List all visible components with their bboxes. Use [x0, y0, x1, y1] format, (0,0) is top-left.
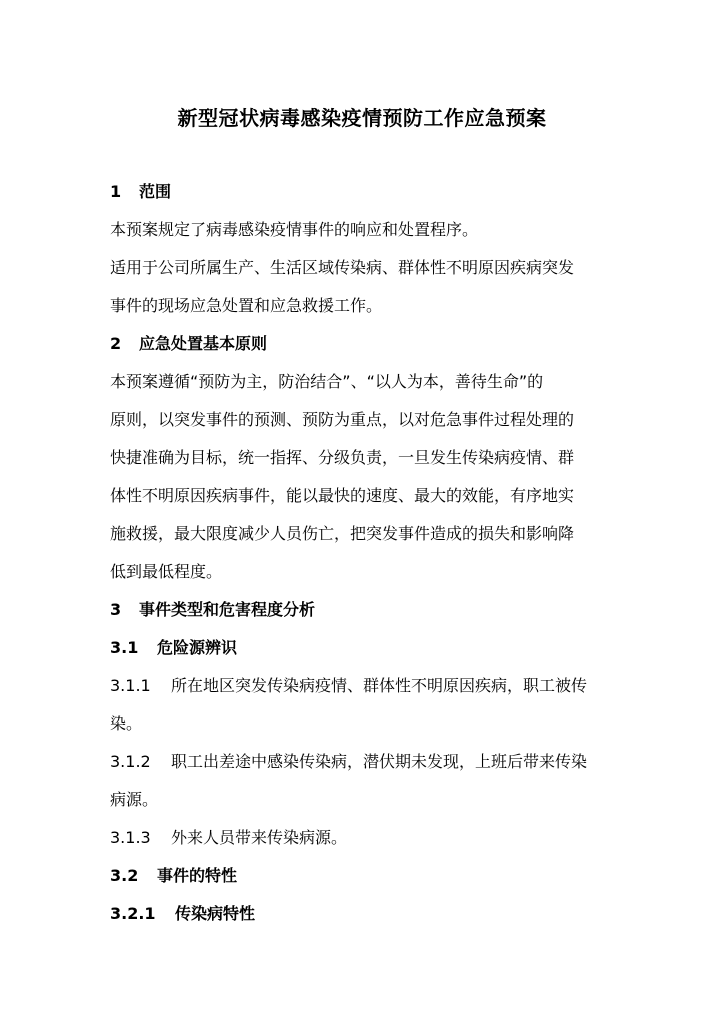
item-number: 3.1.1 — [110, 676, 151, 695]
paragraph-line: 本预案遵循“预防为主，防治结合”、“以人为本，善待生命”的 — [110, 372, 544, 391]
paragraph-line: 事件的现场应急处置和应急救援工作。 — [110, 296, 383, 315]
section-heading-3-1 — [110, 630, 630, 666]
section-heading-2 — [110, 326, 630, 362]
paragraph-line: 适用于公司所属生产、生活区域传染病、群体性不明原因疾病突发 — [110, 258, 575, 277]
section-heading-3-2 — [110, 858, 630, 894]
list-item-3-1-3 — [110, 820, 630, 856]
section-number: 3 — [110, 600, 122, 619]
section-title: 传染病特性 — [175, 904, 256, 923]
paragraph-line: 染。 — [110, 714, 143, 733]
paragraph-line: 本预案规定了病毒感染疫情事件的响应和处置程序。 — [110, 220, 479, 239]
section-title: 应急处置基本原则 — [139, 334, 268, 353]
section-number: 3.1 — [110, 638, 139, 657]
document-title: 新型冠状病毒感染疫情预防工作应急预案 — [177, 106, 547, 130]
item-text: 所在地区突发传染病疫情、群体性不明原因疾病，职工被传 — [171, 676, 588, 695]
paragraph-line: 体性不明原因疾病事件，能以最快的速度、最大的效能，有序地实 — [110, 486, 575, 505]
section-number: 2 — [110, 334, 122, 353]
section-title: 事件的特性 — [157, 866, 238, 885]
section-number: 3.2.1 — [110, 904, 156, 923]
paragraph-line: 病源。 — [110, 790, 159, 809]
section-number: 1 — [110, 182, 122, 201]
section-title: 事件类型和危害程度分析 — [139, 600, 316, 619]
section-heading-3-2-1 — [110, 896, 630, 932]
section-heading-3 — [110, 592, 630, 628]
item-text: 职工出差途中感染传染病，潜伏期未发现，上班后带来传染 — [171, 752, 588, 771]
section-heading-1 — [110, 174, 630, 210]
paragraph-line: 低到最低程度。 — [110, 562, 223, 581]
item-number: 3.1.3 — [110, 828, 151, 847]
paragraph-line: 施救援，最大限度减少人员伤亡，把突发事件造成的损失和影响降 — [110, 524, 575, 543]
item-number: 3.1.2 — [110, 752, 151, 771]
section-number: 3.2 — [110, 866, 139, 885]
section-title: 范围 — [139, 182, 172, 201]
paragraph-line: 原则，以突发事件的预测、预防为重点，以对危急事件过程处理的 — [110, 410, 575, 429]
item-text: 外来人员带来传染病源。 — [171, 828, 348, 847]
paragraph-line: 快捷准确为目标，统一指挥、分级负责，一旦发生传染病疫情、群 — [110, 448, 575, 467]
section-title: 危险源辨识 — [157, 638, 238, 657]
list-item-3-1-1 — [110, 668, 630, 704]
list-item-3-1-2 — [110, 744, 630, 780]
